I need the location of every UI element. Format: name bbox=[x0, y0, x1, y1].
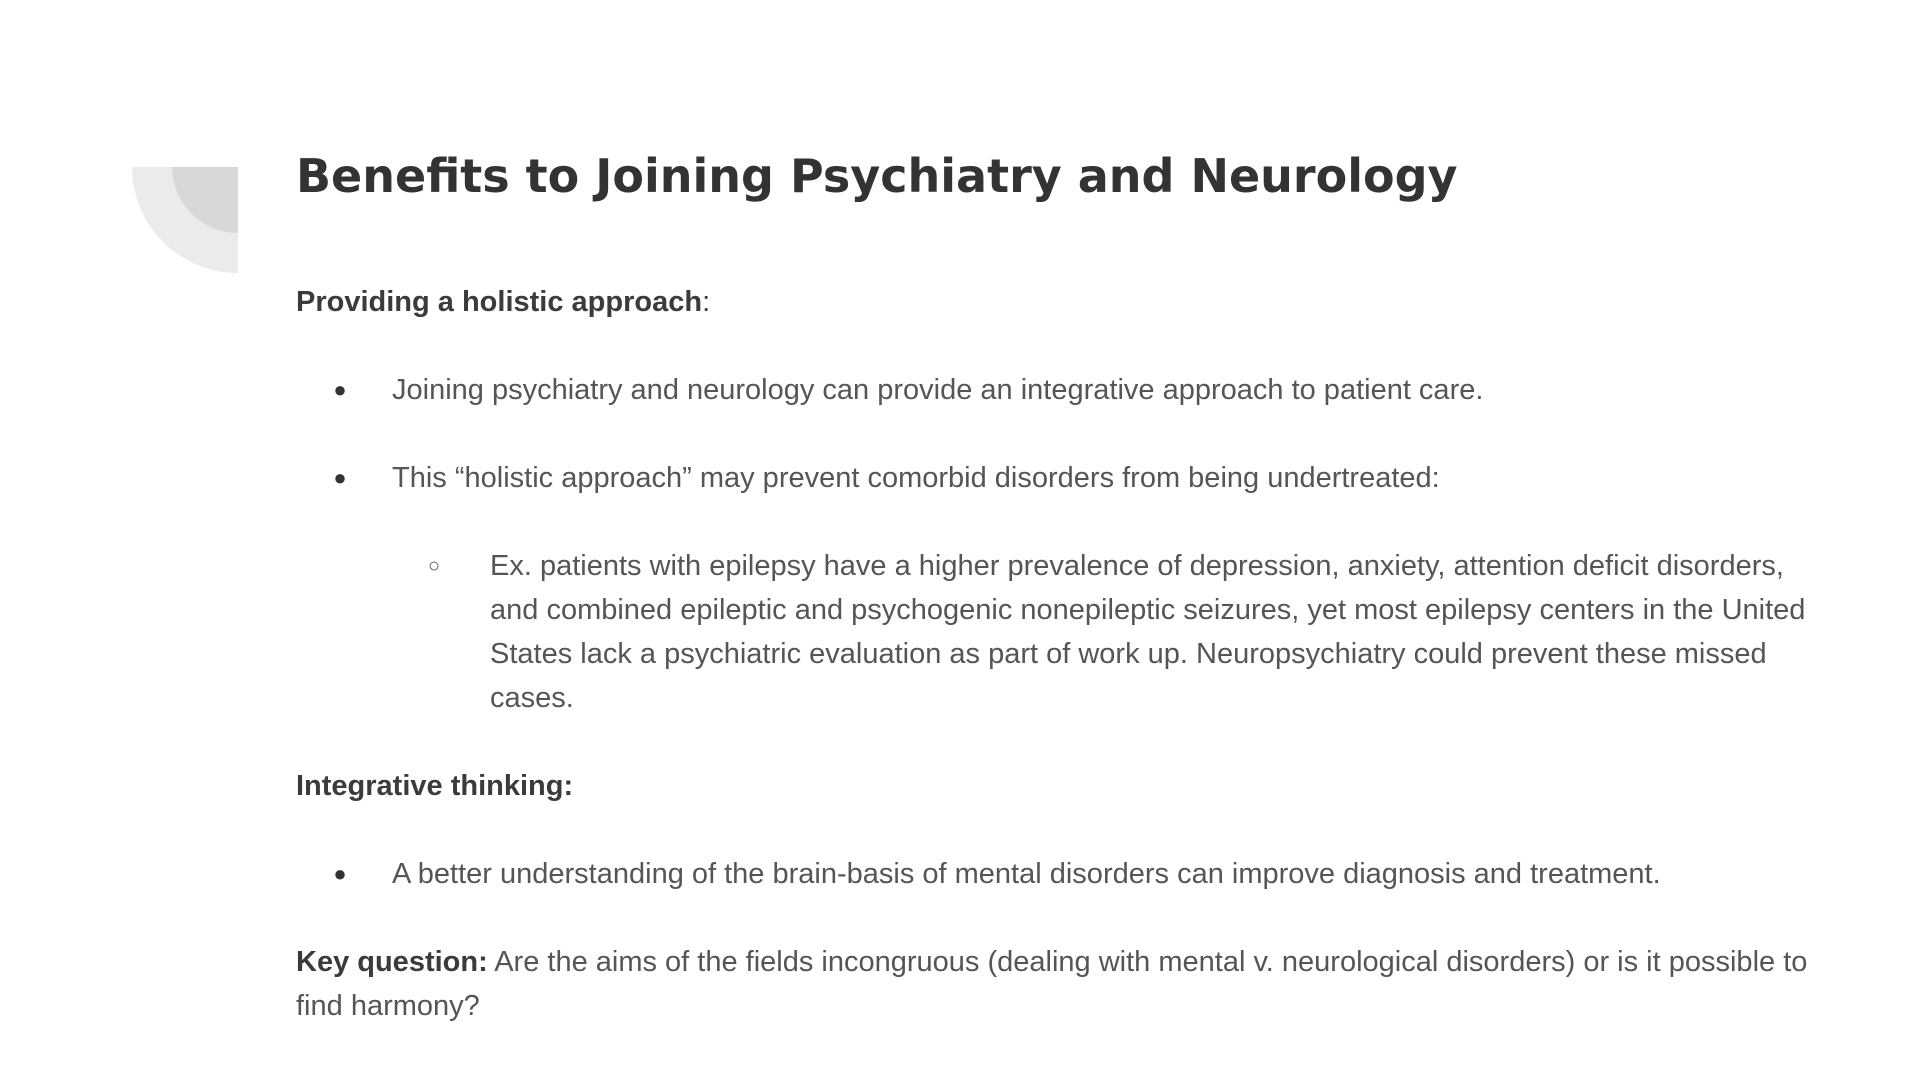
list-item bbox=[296, 852, 1836, 896]
slide-title: Benefits to Joining Psychiatry and Neurology bbox=[296, 149, 1458, 203]
bullet-marker: ● bbox=[333, 465, 347, 490]
key-question-label: Key question: bbox=[296, 946, 488, 978]
sub-list-item bbox=[296, 544, 1836, 720]
bullet-text: A better understanding of the brain-basis of mental disorders can improve diagnosis and treatment. bbox=[392, 858, 1661, 890]
section-heading-holistic-colon: : bbox=[702, 286, 711, 318]
list-item bbox=[296, 456, 1836, 500]
sub-bullet-marker: ○ bbox=[427, 555, 441, 577]
bullet-marker: ● bbox=[333, 861, 347, 886]
section-heading-holistic bbox=[296, 280, 1836, 324]
section-heading-holistic-text: Providing a holistic approach bbox=[296, 286, 703, 318]
key-question-text: Are the aims of the fields incongruous (dealing with mental v. neurological disorders) or is it possible to find harmony? bbox=[296, 946, 1808, 1022]
corner-quarter-circle-decoration bbox=[132, 167, 238, 273]
bullet-marker: ● bbox=[333, 377, 347, 402]
slide-body bbox=[296, 280, 1836, 1028]
bullet-text: This “holistic approach” may prevent comorbid disorders from being undertreated: bbox=[392, 462, 1440, 494]
bullet-text: Joining psychiatry and neurology can provide an integrative approach to patient care. bbox=[392, 374, 1484, 406]
list-item bbox=[296, 368, 1836, 412]
key-question-paragraph bbox=[296, 940, 1826, 1028]
section-heading-integrative: Integrative thinking: bbox=[296, 770, 574, 802]
sub-bullet-text: Ex. patients with epilepsy have a higher prevalence of depression, anxiety, attention deficit disorders, and combined epileptic and psychogenic nonepileptic seizures, yet most epilepsy centers in the United States lack a psychiatric evaluation as part of work up. Neuropsychiatry could prevent these missed cases. bbox=[490, 550, 1806, 714]
